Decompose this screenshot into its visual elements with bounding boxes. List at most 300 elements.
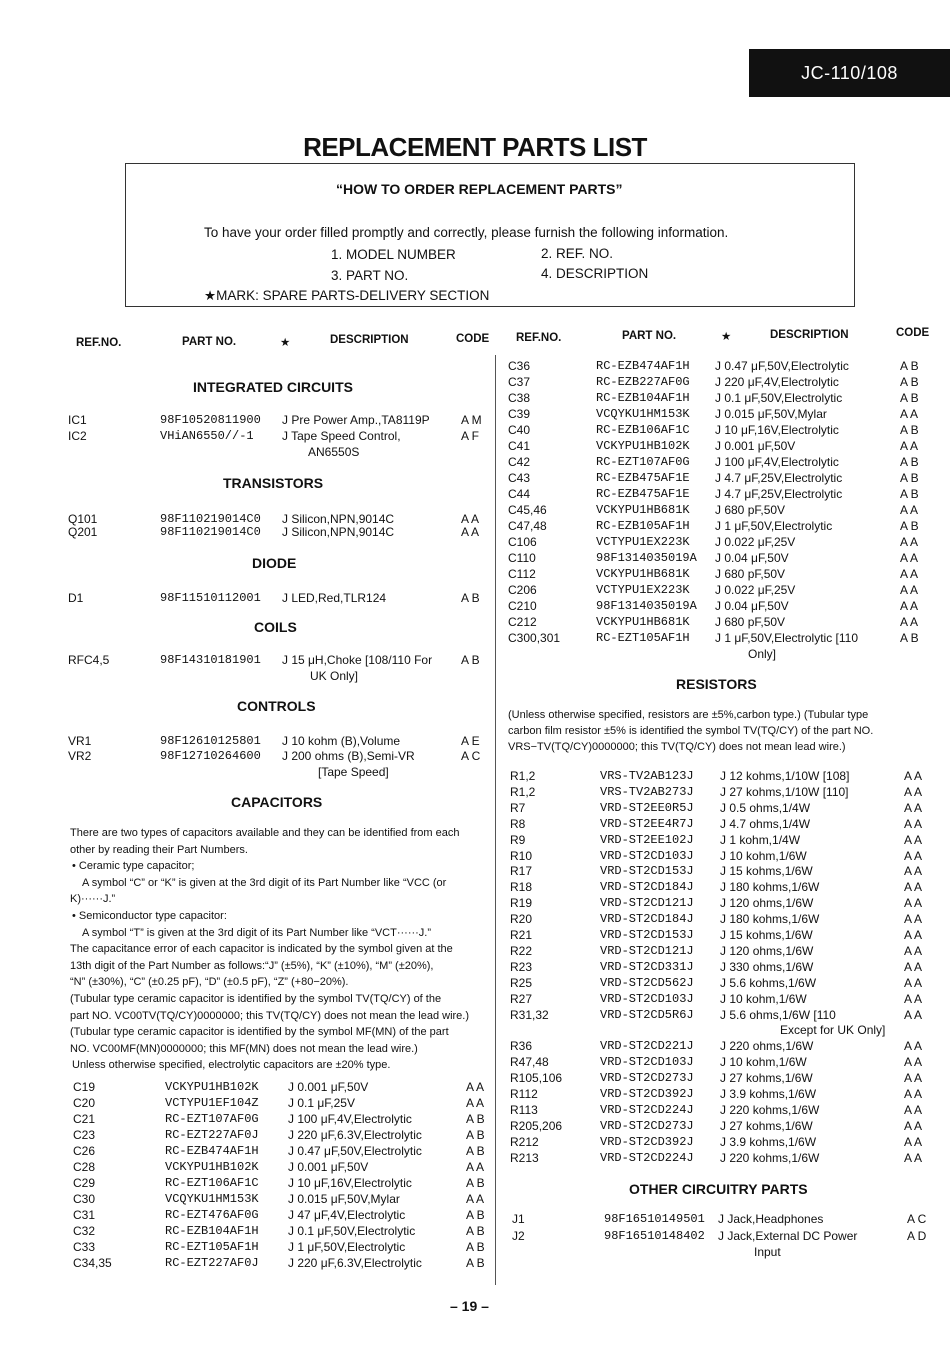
parts-row <box>73 1207 503 1223</box>
part-no: RC-EZB474AF1H <box>596 359 690 373</box>
ref-no: D1 <box>68 591 84 605</box>
code: A A <box>900 407 919 421</box>
part-no: RC-EZT107AF0G <box>165 1112 259 1126</box>
capacitor-note-line: K)······J.” <box>70 893 116 905</box>
code: A B <box>466 1144 485 1158</box>
resistor-note-line: carbon film resistor ±5% is identified the symbol TV(TQ/CY) of the part NO. <box>508 725 874 737</box>
parts-row <box>73 1191 503 1207</box>
code: A A <box>904 785 923 799</box>
code: A A <box>904 928 923 942</box>
ref-no: C106 <box>508 535 537 549</box>
description: J 0.022 μF,25V <box>715 535 796 549</box>
capacitor-note-line: A symbol “C” or “K” is given at the 3rd digit of its Part Number like “VCC (or <box>82 877 447 889</box>
capacitor-note-line: 13th digit of the Part Number as follows:“J” (±5%), “K” (±10%), “M” (±20%), <box>70 960 434 972</box>
ref-no: R1,2 <box>510 769 536 783</box>
ref-no: RFC4,5 <box>68 653 110 667</box>
description: J 15 μH,Choke [108/110 For <box>282 653 433 667</box>
description: J 120 ohms,1/6W <box>720 944 814 958</box>
ref-no: C45,46 <box>508 503 547 517</box>
col-header-ref: REF.NO. <box>76 337 122 349</box>
part-no: 98F11510112001 <box>160 591 261 605</box>
parts-row <box>73 1079 503 1095</box>
part-no: VCKYPU1HB102K <box>165 1160 259 1174</box>
parts-row <box>508 374 938 390</box>
parts-row <box>508 438 938 454</box>
part-no: RC-EZT105AF1H <box>596 631 690 645</box>
parts-row <box>508 550 938 566</box>
code: A A <box>466 1096 485 1110</box>
part-no: RC-EZB105AF1H <box>596 519 690 533</box>
ref-no: Q101 <box>68 512 98 526</box>
code: A B <box>466 1128 485 1142</box>
parts-row <box>68 764 498 780</box>
part-no: RC-EZT476AF0G <box>165 1208 259 1222</box>
parts-row <box>510 1038 940 1054</box>
parts-row <box>510 784 940 800</box>
description: Input <box>754 1245 781 1259</box>
parts-row <box>68 748 498 764</box>
ref-no: C29 <box>73 1176 96 1190</box>
code: A B <box>466 1224 485 1238</box>
ref-no: J1 <box>512 1212 525 1226</box>
code: A A <box>904 944 923 958</box>
code: A A <box>904 896 923 910</box>
part-no: RC-EZT105AF1H <box>165 1240 259 1254</box>
ref-no: VR1 <box>68 734 92 748</box>
parts-row <box>510 1102 940 1118</box>
description: J 5.6 kohms,1/6W <box>720 976 817 990</box>
code: A A <box>904 817 923 831</box>
part-no: 98F16510149501 <box>604 1212 705 1226</box>
description: J 100 μF,4V,Electrolytic <box>288 1112 412 1126</box>
code: A A <box>904 849 923 863</box>
description: J 220 kohms,1/6W <box>720 1103 820 1117</box>
section-diode: DIODE <box>252 555 297 571</box>
parts-row <box>508 502 938 518</box>
col-header-desc: DESCRIPTION <box>330 334 409 346</box>
parts-row <box>510 768 940 784</box>
ref-no: R31,32 <box>510 1008 549 1022</box>
parts-row <box>510 1086 940 1102</box>
section-resistors: RESISTORS <box>676 676 757 692</box>
code: A E <box>461 734 480 748</box>
section-controls: CONTROLS <box>237 698 316 714</box>
ref-no: R25 <box>510 976 533 990</box>
parts-row <box>508 614 938 630</box>
description: J Silicon,NPN,9014C <box>282 512 395 526</box>
ref-no: C21 <box>73 1112 96 1126</box>
description: J 680 pF,50V <box>715 615 786 629</box>
parts-row <box>508 454 938 470</box>
parts-row <box>510 927 940 943</box>
part-no: VRD-ST2CD103J <box>600 849 694 863</box>
part-no: 98F12710264600 <box>160 749 261 763</box>
part-no: VRD-ST2CD273J <box>600 1119 694 1133</box>
code: A A <box>900 535 919 549</box>
description: J 0.1 μF,25V <box>288 1096 355 1110</box>
ref-no: C30 <box>73 1192 96 1206</box>
description: J 0.1 μF,50V,Electrolytic <box>715 391 843 405</box>
part-no: VRD-ST2CD221J <box>600 1039 694 1053</box>
part-no: VRD-ST2CD224J <box>600 1103 694 1117</box>
ref-no: C36 <box>508 359 531 373</box>
ref-no: R212 <box>510 1135 539 1149</box>
ref-no: R19 <box>510 896 533 910</box>
ref-no: C44 <box>508 487 531 501</box>
ref-no: C26 <box>73 1144 96 1158</box>
description: J 10 μF,16V,Electrolytic <box>715 423 839 437</box>
part-no: VCTYPU1EF104Z <box>165 1096 259 1110</box>
ref-no: C110 <box>508 551 536 565</box>
capacitor-note-line: Unless otherwise specified, electrolytic capacitors are ±20% type. <box>72 1059 391 1071</box>
code: A A <box>466 1192 485 1206</box>
capacitor-note-line: • Semiconductor type capacitor: <box>72 910 227 922</box>
code: A A <box>900 583 919 597</box>
part-no: RC-EZB475AF1E <box>596 471 690 485</box>
ref-no: R17 <box>510 864 533 878</box>
part-no: VRD-ST2CD121J <box>600 944 694 958</box>
parts-row <box>508 534 938 550</box>
part-no: VRD-ST2CD392J <box>600 1135 694 1149</box>
description: J 0.47 μF,50V,Electrolytic <box>288 1144 422 1158</box>
ref-no: R1,2 <box>510 785 536 799</box>
code: A A <box>904 801 923 815</box>
ref-no: C206 <box>508 583 537 597</box>
col-header-star: ★ <box>280 337 291 349</box>
description: J 220 ohms,1/6W <box>720 1039 814 1053</box>
code: A A <box>466 1160 485 1174</box>
order-item-4: 4. DESCRIPTION <box>541 266 649 281</box>
part-no: VRD-ST2CD103J <box>600 1055 694 1069</box>
part-no: VCKYPU1HB102K <box>596 439 690 453</box>
code: A D <box>907 1229 927 1243</box>
description: J 12 kohms,1/10W [108] <box>720 769 850 783</box>
code: A A <box>904 1151 923 1165</box>
parts-row <box>508 406 938 422</box>
code: A C <box>461 749 481 763</box>
part-no: VRD-ST2CD153J <box>600 928 694 942</box>
part-no: VRD-ST2CD224J <box>600 1151 694 1165</box>
description: J 1 μF,50V,Electrolytic [110 <box>715 631 858 645</box>
ref-no: R21 <box>510 928 533 942</box>
part-no: VHiAN6550//-1 <box>160 429 254 443</box>
col-header-part: PART NO. <box>182 336 237 348</box>
code: A B <box>466 1176 485 1190</box>
parts-row <box>508 390 938 406</box>
parts-row <box>68 733 498 749</box>
parts-row <box>510 1134 940 1150</box>
description: J Jack,External DC Power <box>718 1229 858 1243</box>
parts-row <box>510 848 940 864</box>
ref-no: C47,48 <box>508 519 547 533</box>
description: J 3.9 kohms,1/6W <box>720 1135 817 1149</box>
description: AN6550S <box>308 445 360 459</box>
description: J 0.5 ohms,1/4W <box>720 801 811 815</box>
parts-row <box>68 444 498 460</box>
ref-no: R27 <box>510 992 533 1006</box>
part-no: 98F110219014C0 <box>160 512 261 526</box>
section-transistors: TRANSISTORS <box>223 475 324 491</box>
parts-row <box>508 566 938 582</box>
parts-row <box>68 412 498 428</box>
part-no: VCKYPU1HB681K <box>596 503 690 517</box>
parts-row <box>508 630 938 646</box>
ref-no: C33 <box>73 1240 96 1254</box>
part-no: RC-EZB227AF0G <box>596 375 690 389</box>
capacitor-note-line: (Tubular type ceramic capacitor is identified by the symbol MF(MN) of the part <box>70 1026 449 1038</box>
description: Only] <box>748 647 777 661</box>
ref-no: R20 <box>510 912 533 926</box>
ref-no: C23 <box>73 1128 96 1142</box>
resistor-note-line: VRS−TV(TQ/CY)0000000; this TV(TQ/CY) does not mean lead wire.) <box>508 741 846 753</box>
description: J 120 ohms,1/6W <box>720 896 814 910</box>
code: A A <box>904 992 923 1006</box>
description: J 330 ohms,1/6W <box>720 960 814 974</box>
ref-no: R18 <box>510 880 533 894</box>
ref-no: R213 <box>510 1151 539 1165</box>
code: A A <box>461 525 480 539</box>
col-header-part-right: PART NO. <box>622 330 677 342</box>
parts-row <box>510 943 940 959</box>
parts-row <box>68 590 498 606</box>
parts-row <box>512 1211 942 1227</box>
ref-no: C42 <box>508 455 531 469</box>
ref-no: C37 <box>508 375 531 389</box>
code: A F <box>461 429 480 443</box>
capacitor-note-line: “N” (±30%), “C” (±0.25 pF), “D” (±0.5 pF), “Z” (+80−20%). <box>70 976 349 988</box>
parts-row <box>510 832 940 848</box>
code: A A <box>461 512 480 526</box>
code: A A <box>904 833 923 847</box>
parts-row <box>510 911 940 927</box>
parts-row <box>510 816 940 832</box>
ref-no: IC1 <box>68 413 87 427</box>
parts-row <box>508 358 938 374</box>
capacitor-note-line: (Tubular type ceramic capacitor is identified by the symbol TV(TQ/CY) of the <box>70 993 442 1005</box>
part-no: VRD-ST2CD5R6J <box>600 1008 694 1022</box>
part-no: VRD-ST2CD331J <box>600 960 694 974</box>
description: J 4.7 μF,25V,Electrolytic <box>715 487 843 501</box>
parts-row <box>508 582 938 598</box>
part-no: VRS-TV2AB273J <box>600 785 694 799</box>
parts-row <box>73 1175 503 1191</box>
part-no: VCQYKU1HM153K <box>165 1192 259 1206</box>
description: J 220 μF,4V,Electrolytic <box>715 375 839 389</box>
parts-row <box>510 1118 940 1134</box>
ref-no: C32 <box>73 1224 96 1238</box>
description: UK Only] <box>310 669 359 683</box>
part-no: 98F16510148402 <box>604 1229 705 1243</box>
ref-no: R36 <box>510 1039 533 1053</box>
order-box-intro: To have your order filled promptly and correctly, please furnish the following information. <box>204 225 729 240</box>
parts-row <box>73 1223 503 1239</box>
ref-no: R10 <box>510 849 533 863</box>
parts-row <box>73 1143 503 1159</box>
parts-row <box>508 518 938 534</box>
description: Except for UK Only] <box>780 1023 886 1037</box>
ref-no: C31 <box>73 1208 96 1222</box>
ref-no: R7 <box>510 801 526 815</box>
description: J 180 kohms,1/6W <box>720 880 820 894</box>
code: A B <box>900 471 919 485</box>
code: A A <box>904 1055 923 1069</box>
part-no: RC-EZB475AF1E <box>596 487 690 501</box>
part-no: VCQYKU1HM153K <box>596 407 690 421</box>
part-no: VRD-ST2EE4R7J <box>600 817 694 831</box>
description: J Silicon,NPN,9014C <box>282 525 395 539</box>
part-no: RC-EZT227AF0J <box>165 1256 259 1270</box>
description: J Pre Power Amp.,TA8119P <box>282 413 430 427</box>
code: A A <box>904 912 923 926</box>
ref-no: R113 <box>510 1103 538 1117</box>
parts-row <box>73 1127 503 1143</box>
code: A B <box>900 359 919 373</box>
description: J 10 kohm (B),Volume <box>282 734 401 748</box>
capacitor-note-line: The capacitance error of each capacitor is indicated by the symbol given at the <box>70 943 453 955</box>
part-no: VRD-ST2CD184J <box>600 912 694 926</box>
parts-row <box>73 1095 503 1111</box>
code: A A <box>904 1071 923 1085</box>
code: A B <box>466 1208 485 1222</box>
order-instructions-box <box>125 163 855 307</box>
page-title: REPLACEMENT PARTS LIST <box>303 132 647 162</box>
description: J 4.7 ohms,1/4W <box>720 817 811 831</box>
section-coils: COILS <box>254 619 297 635</box>
parts-row <box>510 1150 940 1166</box>
ref-no: R47,48 <box>510 1055 549 1069</box>
description: J 5.6 ohms,1/6W [110 <box>720 1008 836 1022</box>
description: J 27 kohms,1/6W <box>720 1071 813 1085</box>
parts-row <box>68 428 498 444</box>
description: J Tape Speed Control, <box>282 429 401 443</box>
order-item-1: 1. MODEL NUMBER <box>331 247 456 262</box>
part-no: 98F14310181901 <box>160 653 261 667</box>
code: A B <box>466 1112 485 1126</box>
code: A B <box>900 455 919 469</box>
part-no: VRD-ST2CD562J <box>600 976 694 990</box>
ref-no: R23 <box>510 960 533 974</box>
description: J 47 μF,4V,Electrolytic <box>288 1208 406 1222</box>
model-badge: JC-110/108 <box>749 49 950 97</box>
section-other-parts: OTHER CIRCUITRY PARTS <box>629 1181 808 1197</box>
code: A B <box>900 519 919 533</box>
order-item-2: 2. REF. NO. <box>541 246 614 261</box>
description: J 100 μF,4V,Electrolytic <box>715 455 839 469</box>
section-integrated-circuits: INTEGRATED CIRCUITS <box>193 379 353 395</box>
code: A A <box>900 439 919 453</box>
col-header-desc-right: DESCRIPTION <box>770 329 849 341</box>
description: J 10 μF,16V,Electrolytic <box>288 1176 412 1190</box>
code: A A <box>900 551 919 565</box>
parts-row <box>512 1244 942 1260</box>
description: J 0.015 μF,50V,Mylar <box>715 407 827 421</box>
code: A B <box>900 391 919 405</box>
part-no: RC-EZB104AF1H <box>596 391 690 405</box>
description: J 15 kohms,1/6W <box>720 928 813 942</box>
ref-no: R9 <box>510 833 526 847</box>
parts-row <box>510 879 940 895</box>
description: J 200 ohms (B),Semi-VR <box>282 749 415 763</box>
section-capacitors: CAPACITORS <box>231 794 323 810</box>
parts-row <box>508 486 938 502</box>
description: J 10 kohm,1/6W <box>720 1055 807 1069</box>
code: A B <box>466 1240 485 1254</box>
code: A A <box>904 864 923 878</box>
ref-no: R8 <box>510 817 526 831</box>
part-no: VRD-ST2CD184J <box>600 880 694 894</box>
page-number: – 19 – <box>450 1298 489 1314</box>
capacitor-note-line: NO. VC00MF(MN)0000000; this MF(MN) does not mean the lead wire.) <box>70 1043 418 1055</box>
parts-row <box>510 959 940 975</box>
part-no: VRD-ST2EE102J <box>600 833 694 847</box>
code: A A <box>904 1103 923 1117</box>
part-no: VRD-ST2CD273J <box>600 1071 694 1085</box>
part-no: VRD-ST2EE0R5J <box>600 801 694 815</box>
code: A A <box>904 1087 923 1101</box>
description: J 27 kohms,1/10W [110] <box>720 785 849 799</box>
code: A B <box>461 653 480 667</box>
code: A A <box>900 615 919 629</box>
part-no: 98F1314035019A <box>596 599 697 613</box>
description: J 0.022 μF,25V <box>715 583 796 597</box>
capacitor-note-line: other by reading their Part Numbers. <box>70 844 248 856</box>
order-box-heading: “HOW TO ORDER REPLACEMENT PARTS” <box>336 181 623 197</box>
part-no: VCKYPU1HB681K <box>596 567 690 581</box>
resistor-note-line: (Unless otherwise specified, resistors are ±5%,carbon type.) (Tubular type <box>508 709 869 721</box>
parts-row <box>73 1111 503 1127</box>
description: J 680 pF,50V <box>715 567 786 581</box>
capacitor-note-line: There are two types of capacitors available and they can be identified from each <box>70 827 460 839</box>
description: J 220 μF,6.3V,Electrolytic <box>288 1128 422 1142</box>
ref-no: J2 <box>512 1229 525 1243</box>
parts-row <box>510 863 940 879</box>
code: A A <box>904 1039 923 1053</box>
code: A B <box>466 1256 485 1270</box>
description: J 4.7 μF,25V,Electrolytic <box>715 471 843 485</box>
description: J 0.001 μF,50V <box>288 1080 369 1094</box>
part-no: VCKYPU1HB102K <box>165 1080 259 1094</box>
parts-row <box>510 1054 940 1070</box>
ref-no: R105,106 <box>510 1071 563 1085</box>
ref-no: Q201 <box>68 525 98 539</box>
capacitor-note-line: • Ceramic type capacitor; <box>72 860 195 872</box>
ref-no: VR2 <box>68 749 92 763</box>
part-no: VCTYPU1EX223K <box>596 583 690 597</box>
code: A A <box>904 1135 923 1149</box>
code: A B <box>900 375 919 389</box>
ref-no: C300,301 <box>508 631 561 645</box>
ref-no: C40 <box>508 423 531 437</box>
parts-row <box>510 1070 940 1086</box>
description: J 10 kohm,1/6W <box>720 849 807 863</box>
ref-no: C41 <box>508 439 531 453</box>
parts-row <box>510 1007 940 1023</box>
order-box-mark: ★MARK: SPARE PARTS-DELIVERY SECTION <box>204 288 490 303</box>
parts-row <box>512 1228 942 1244</box>
description: J 680 pF,50V <box>715 503 786 517</box>
code: A A <box>900 599 919 613</box>
description: J 15 kohms,1/6W <box>720 864 813 878</box>
part-no: 98F110219014C0 <box>160 525 261 539</box>
description: J 0.1 μF,50V,Electrolytic <box>288 1224 416 1238</box>
description: J 0.015 μF,50V,Mylar <box>288 1192 400 1206</box>
code: A B <box>461 591 480 605</box>
part-no: RC-EZT107AF0G <box>596 455 690 469</box>
ref-no: C112 <box>508 567 536 581</box>
col-header-star-right: ★ <box>721 331 732 343</box>
description: J 220 kohms,1/6W <box>720 1151 820 1165</box>
ref-no: C43 <box>508 471 531 485</box>
